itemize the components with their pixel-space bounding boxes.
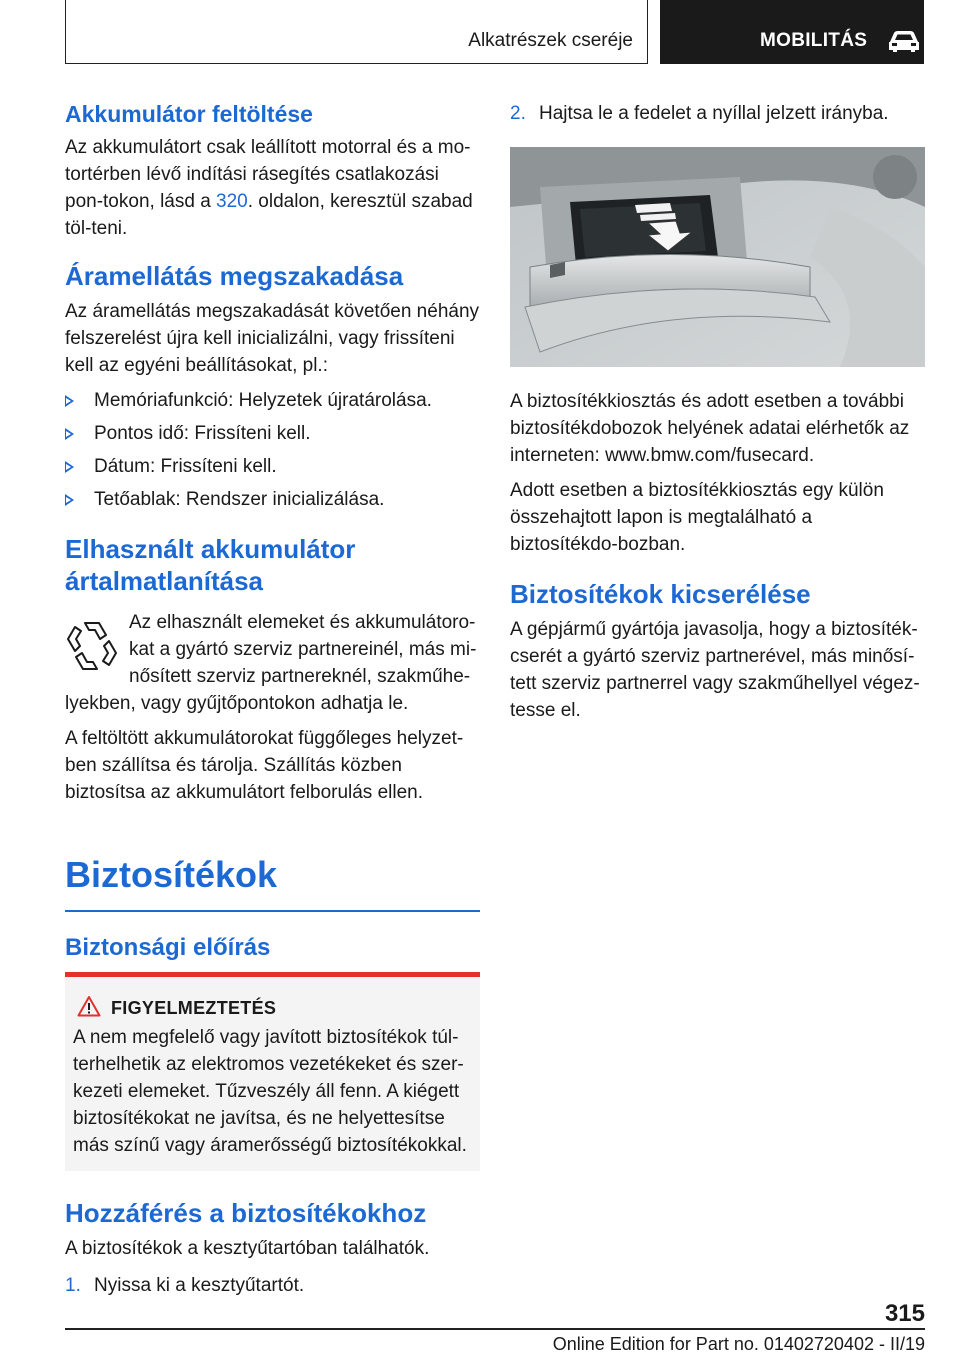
- car-icon: [886, 28, 922, 54]
- steps-list: [65, 1272, 480, 1299]
- bullet-triangle-icon: [65, 428, 74, 440]
- heading-safety: Biztonsági előírás: [65, 933, 271, 961]
- steps-list-continued: [510, 100, 925, 127]
- step-number: 2.: [510, 103, 526, 124]
- header-chapter-box: [660, 0, 924, 64]
- warning-icon: [77, 995, 101, 1017]
- fuse-access-text: A biztosítékok a kesztyűtartóban találhatók.: [65, 1237, 430, 1259]
- step-number: 1.: [65, 1274, 81, 1296]
- footer-divider: [65, 1328, 925, 1330]
- disposal-block: [65, 609, 480, 806]
- recycle-icon: [61, 615, 123, 677]
- heading-power-interruption: Áramellátás megszakadása: [65, 261, 404, 291]
- fuse-chart-location-text: Adott esetben a biztosítékkiosztás egy külön összehajtott lapon is megtalálható a biztosítékdo-bozban.: [510, 480, 884, 555]
- reinit-list: [65, 387, 480, 513]
- heading-fuses: Biztosítékok: [65, 854, 278, 895]
- heading-battery-charging: Akkumulátor feltöltése: [65, 101, 313, 127]
- list-item: Dátum: Frissíteni kell.: [65, 453, 480, 480]
- header-section-title: Alkatrészek cseréje: [468, 30, 633, 51]
- list-item: Tetőablak: Rendszer inicializálása.: [65, 486, 480, 513]
- list-item: Memóriafunkció: Helyzetek újratárolása.: [65, 387, 480, 414]
- glovebox-photo: [510, 147, 925, 367]
- battery-charging-text: Az akkumulátort csak leállított motorral és a mo-tortérben lévő indítási rásegítés csatlakozási pon-tokon, lásd a 320. oldalon, keresztül szabad töl-teni.: [65, 137, 473, 239]
- bullet-triangle-icon: [65, 395, 74, 407]
- fuse-chart-info-text: A biztosítékkiosztás és adott esetben a további biztosítékdobozok helyének adatai elérhetők az interneten: www.bmw.com/fusecard.: [510, 391, 910, 466]
- page-number: 315: [884, 1300, 925, 1327]
- header-section-box: [65, 0, 648, 64]
- list-item: Pontos idő: Frissíteni kell.: [65, 420, 480, 447]
- page-reference-link[interactable]: 320: [216, 191, 248, 212]
- fuse-replacement-text: A gépjármű gyártója javasolja, hogy a biztosíték-cserét a gyártó szerviz partnerével, más minősí-tett szerviz partnerrel vagy szakműhellyel végez-tesse el.: [510, 619, 920, 721]
- warning-box: [65, 977, 480, 1171]
- heading-battery-disposal: Elhasznált akkumulátor ártalmatlanítása: [65, 534, 356, 596]
- step-2: 2. Hajtsa le a fedelet a nyíllal jelzett irányba.: [510, 100, 925, 127]
- disposal-text-1: Az elhasznált elemeket és akkumulátoro-kat a gyártó szerviz partnereinél, más mi-nősített szerviz partnereknél, szakműhe-lyekben, vagy gyűjtőpontokon adhatja le.: [65, 612, 477, 714]
- bullet-triangle-icon: [65, 461, 74, 473]
- warning-text: A nem megfelelő vagy javított biztosítékok túl-terhelhetik az elektromos vezetékeket és szer-kezeti elemeket. Tűzveszély áll fenn. A kiégett biztosítékokat ne javítsa, és ne helyettesítse más színű vagy áramerősségű biztosítékokkal.: [73, 1026, 467, 1156]
- right-column: [510, 100, 925, 732]
- edition-note: Online Edition for Part no. 01402720402 - II/19: [552, 1334, 925, 1354]
- divider: [65, 910, 480, 912]
- power-interruption-text: Az áramellátás megszakadását követően néhány felszerelést újra kell inicializálni, vagy frissíteni kell az egyéni beállításokat, pl.:: [65, 301, 480, 376]
- bullet-triangle-icon: [65, 494, 74, 506]
- disposal-text-2: A feltöltött akkumulátorokat függőleges helyzet-ben szállítsa és tárolja. Szállítás közben biztosítsa az akkumulátort felborulás ellen.: [65, 728, 464, 803]
- left-column: [65, 100, 480, 1305]
- heading-fuse-replacement: Biztosítékok kicserélése: [510, 579, 811, 609]
- page-header: [0, 0, 960, 66]
- warning-header: FIGYELMEZTETÉS: [73, 995, 470, 1020]
- header-chapter-title: MOBILITÁS: [760, 30, 868, 51]
- step-1: 1. Nyissa ki a kesztyűtartót.: [65, 1272, 480, 1299]
- heading-fuse-access: Hozzáférés a biztosítékokhoz: [65, 1197, 427, 1228]
